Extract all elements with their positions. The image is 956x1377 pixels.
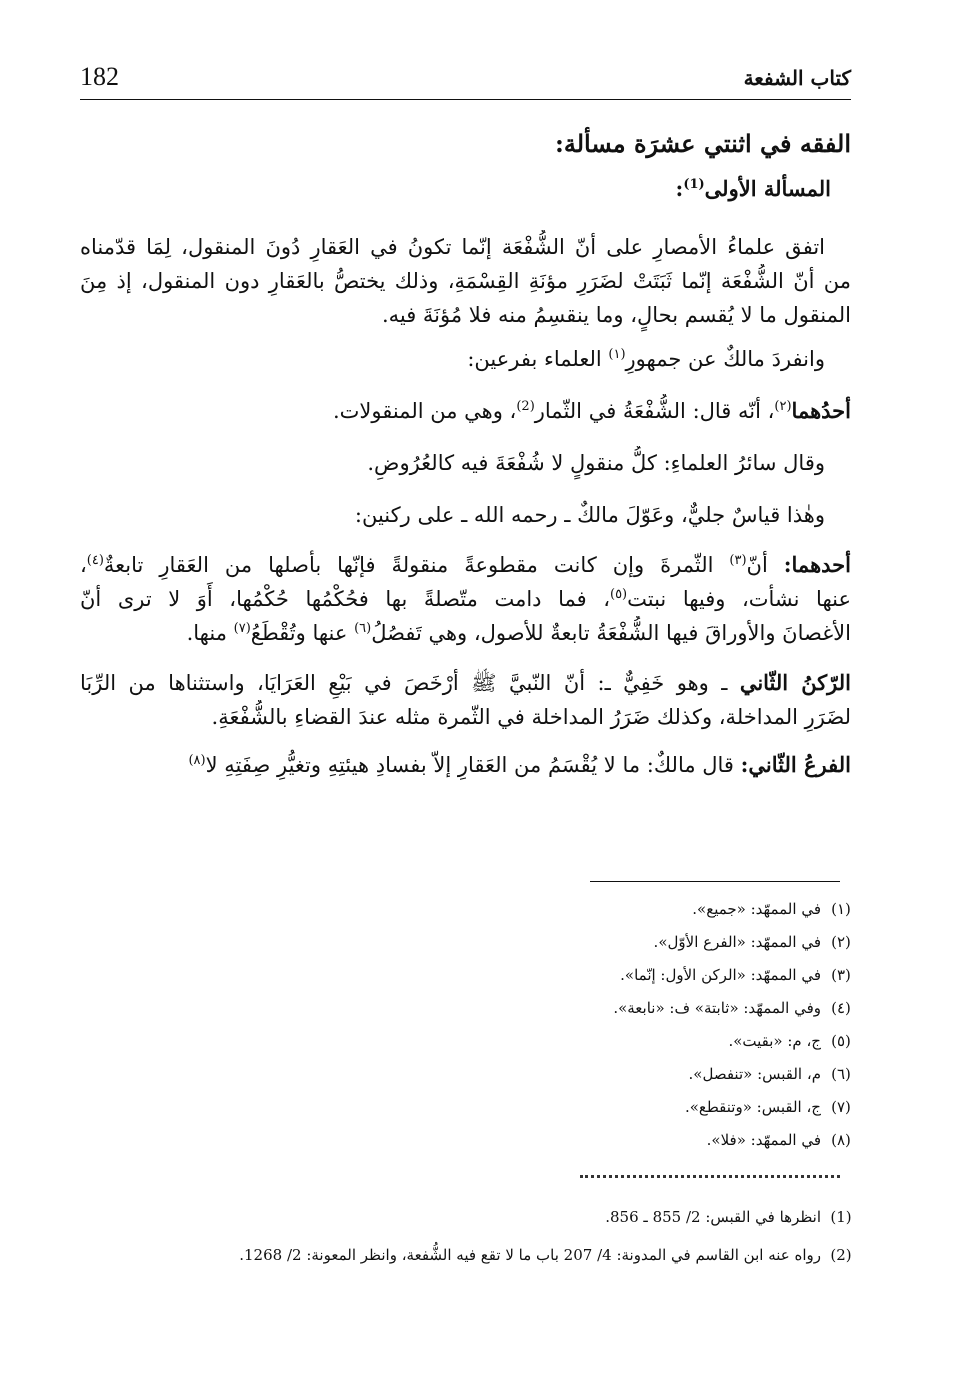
book-title: كتاب الشفعة: [743, 66, 851, 90]
note-text: انظرها في القبس: 2/ 855 ـ 856.: [605, 1208, 821, 1226]
question-heading: [80, 166, 851, 212]
footnote: [80, 893, 861, 926]
header-rule: [80, 99, 851, 100]
text-run: الأغصانَ والأوراقَ فيها الشُّفْعَةُ تابعةٌ للأصول، وهي تَفصُلُ: [371, 621, 851, 645]
main-text: [80, 122, 851, 782]
footnote-text: ج، القبس: «وتنقطع».: [684, 1098, 821, 1116]
editor-notes: [80, 1198, 861, 1274]
text-run: عنها وتُقْطَعُ: [250, 621, 355, 645]
paragraph-line: [80, 394, 851, 428]
footnote-number: (٢): [831, 933, 851, 951]
footnote-ref: (٥): [609, 587, 628, 602]
footnote-ref: (1): [683, 177, 705, 192]
paragraph-line: اتفق علماءُ الأمصارِ على أنّ الشُّفْعَة إنّما تكونُ في العَقارِ دُونَ المنقول، لِمَا قدّمناه: [80, 235, 825, 259]
text-run: أنّ: [746, 553, 784, 577]
bold-label: أحدُهما: [791, 398, 851, 423]
text-run: ، فما دامت متّصلةً بها فحُكْمُها حُكْمُها، أَوَ لا ترى أنّ: [80, 587, 610, 611]
dotted-separator: [580, 1175, 840, 1178]
footnote: [80, 1091, 861, 1124]
footnote-number: (٤): [831, 999, 851, 1017]
note-text: رواه عنه ابن القاسم في المدونة: 4/ 207 باب ما لا تقع فيه الشُّفعة، وانظر المعونة: 2/ 1268.: [239, 1246, 821, 1264]
paragraph-line: وقال سائرُ العلماءِ: كلُّ منقولٍ لا شُفْعَةَ فيه كالعُرُوضِ.: [367, 451, 825, 475]
running-header: [80, 62, 851, 96]
paragraph-line: [80, 342, 851, 376]
paragraph-line: المنقول ما لا يُقسم بحالٍ، وما ينقسِمُ منه فلا مُؤنَةَ فيه.: [381, 303, 851, 327]
footnote-text: في الممهّد: «الركن الأول: إنّما».: [620, 966, 821, 984]
footnote-text: م، القبس: «تنفصل».: [688, 1065, 821, 1083]
bold-label: الرّكنُ الثّاني: [739, 670, 851, 695]
bold-label: الفرعُ الثّاني:: [740, 752, 851, 777]
note-number: (2): [830, 1246, 852, 1264]
footnote-rule: [590, 881, 840, 882]
paragraph-line: [80, 748, 851, 782]
note-number: (1): [830, 1208, 852, 1226]
footnote: [80, 1025, 861, 1058]
footnote-number: (٧): [831, 1098, 851, 1116]
footnote-ref: (٢): [774, 399, 792, 414]
editor-note: [80, 1198, 861, 1236]
page-number: 182: [80, 62, 119, 91]
footnote: [80, 959, 861, 992]
footnote-ref: (١): [608, 347, 626, 362]
footnote-number: (٥): [831, 1032, 851, 1050]
footnote: [80, 926, 861, 959]
footnote-ref: (٤): [86, 553, 104, 568]
text-run: ،: [80, 553, 87, 577]
footnote-text: في الممهّد: «فلا».: [706, 1131, 821, 1149]
footnote: [80, 1058, 861, 1091]
text-run: ، وهي من المنقولات.: [332, 399, 517, 423]
footnote-ref: (٧): [233, 621, 251, 636]
text-run: منها.: [186, 621, 234, 645]
paragraph-line: [80, 582, 851, 616]
paragraph-line: من أنّ الشُّفْعَة إنّما ثَبَتَتْ لضَرَرِ مؤنَةِ القِسْمَةِ، وذلك يختصُّ بالعَقارِ دون المنقول، إذ مِنَ: [80, 269, 851, 293]
question-colon: :: [675, 176, 684, 201]
footnote-ref: (٨): [188, 753, 206, 768]
section-heading: الفقه في اثنتي عشرَة مسألة:: [554, 129, 851, 158]
text-run: الثّمرةَ وإن كانت مقطوعةً منقولةً فإنّها بأصلها من العَقارِ تابعةٌ: [103, 553, 730, 577]
paragraph-line: [80, 616, 851, 650]
paragraph-line: [80, 548, 851, 582]
text-run: وانفردَ مالكٌ عن جمهورِ: [625, 347, 825, 371]
question-title: المسألة الأولى: [704, 176, 831, 201]
footnote-number: (٣): [831, 966, 851, 984]
footnote: [80, 992, 861, 1025]
text-run: ، أنّه قال: الشُّفْعَةُ في الثّمار: [534, 399, 775, 423]
text-run: قال مالكٌ: ما لا يُقْسَمُ من العَقارِ إلاّ بفسادِ هيئتِهِ وتغيُّرِ صِفَتِهِ لا: [205, 753, 741, 777]
footnote-text: في الممهّد: «جميع».: [692, 900, 821, 918]
footnote-number: (١): [831, 900, 851, 918]
bold-label: أحدهما:: [783, 552, 851, 577]
footnote-text: في الممهّد: «الفرع الأوّل».: [653, 933, 821, 951]
footnote-number: (٨): [831, 1131, 851, 1149]
footnote-ref: (٦): [354, 621, 372, 636]
text-run: ـ وهو خَفِيٌّ ـ: أنّ النّبيَّ ﷺ أرْخَصَ في بَيْعِ العَرَايَا، واستثناها من الرِّبَا: [80, 671, 740, 695]
footnote: [80, 1124, 861, 1157]
editor-note: [80, 1236, 861, 1274]
text-run: عنها نشأت، وفيها نبتت: [627, 587, 851, 611]
footnote-number: (٦): [831, 1065, 851, 1083]
footnotes: [80, 893, 861, 1157]
footnote-ref: (2): [516, 399, 535, 414]
footnote-text: ج، م: «بقيت».: [728, 1032, 821, 1050]
paragraph-line: [80, 666, 851, 700]
text-run: العلماء بفرعين:: [467, 347, 609, 371]
paragraph-line: لضَرَرِ المداخلة، وكذلك ضَرَرُ المداخلة في الثّمرة مثله عندَ القضاءِ بالشُّفْعَةِ.: [211, 705, 851, 729]
footnote-ref: (٣): [729, 553, 747, 568]
footnote-text: وفي الممهّد: «ثابتة» ف: «نابعة».: [613, 999, 821, 1017]
paragraph-line: وهٰذا قياسٌ جليٌّ، وعَوّلَ مالكٌ ـ رحمه الله ـ على ركنين:: [354, 503, 825, 527]
